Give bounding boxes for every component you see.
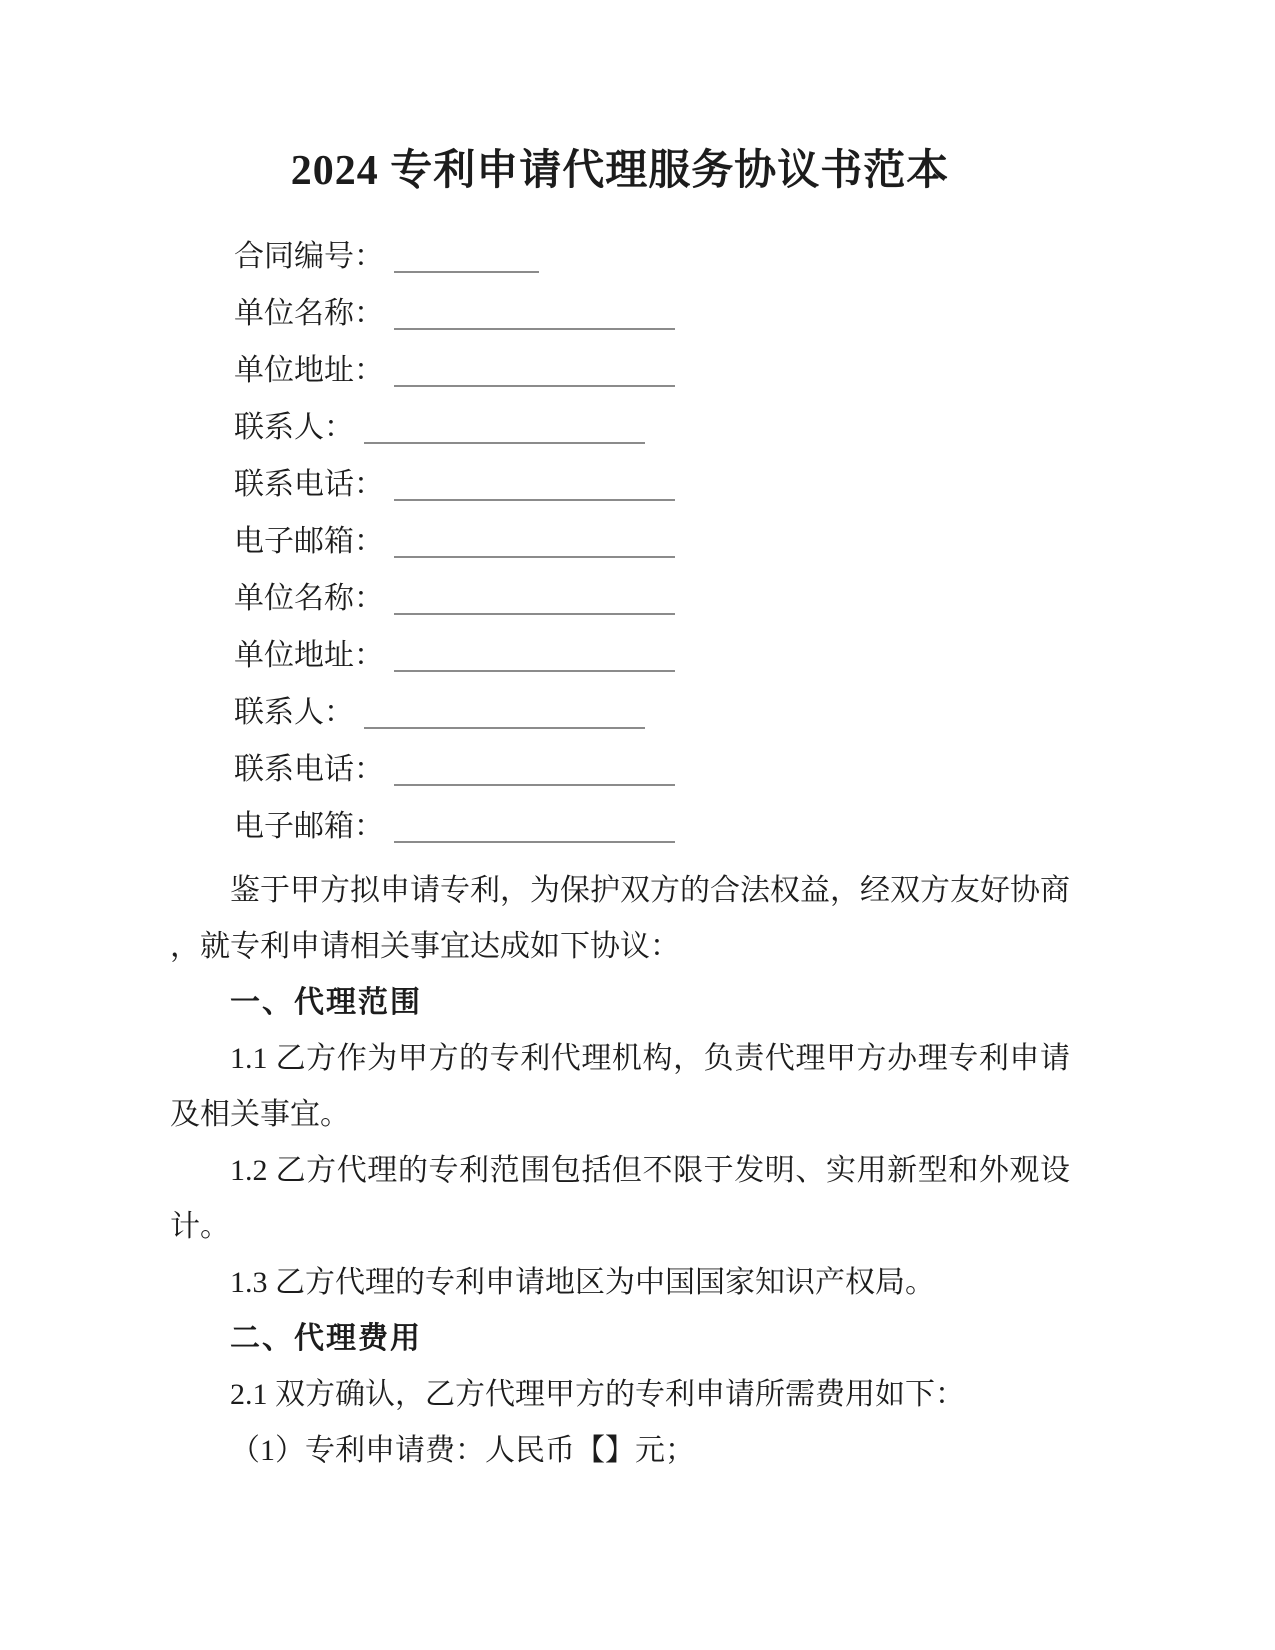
party-b-email-label: 电子邮箱： <box>234 810 384 844</box>
party-b-company-name-blank-line[interactable] <box>394 583 675 615</box>
form-row-party-b-contact-phone <box>170 741 1070 798</box>
contract-number-blank-line[interactable] <box>394 241 539 273</box>
form-row-party-b-contact-person <box>170 684 1070 741</box>
form-row-party-a-company-address <box>170 342 1070 399</box>
form-row-party-b-company-address <box>170 627 1070 684</box>
form-row-party-b-company-name <box>170 570 1070 627</box>
clause-1-1: 1.1 乙方作为甲方的专利代理机构，负责代理甲方办理专利申请及相关事宜。 <box>170 1042 1070 1132</box>
clause-1-2: 1.2 乙方代理的专利范围包括但不限于发明、实用新型和外观设计。 <box>170 1154 1070 1244</box>
clause-2-1-item-1: （1）专利申请费：人民币【】元； <box>230 1434 695 1468</box>
party-b-contact-phone-blank-line[interactable] <box>394 754 675 786</box>
party-b-company-address-label: 单位地址： <box>234 639 384 673</box>
party-a-email-label: 电子邮箱： <box>234 525 384 559</box>
party-a-contact-person-blank-line[interactable] <box>364 412 645 444</box>
party-a-contact-phone-label: 联系电话： <box>234 468 384 502</box>
party-a-company-address-label: 单位地址： <box>234 354 384 388</box>
party-a-contact-person-label: 联系人： <box>234 411 354 445</box>
party-a-company-name-label: 单位名称： <box>234 297 384 331</box>
party-b-email-blank-line[interactable] <box>394 811 675 843</box>
party-b-contact-person-label: 联系人： <box>234 696 354 730</box>
party-b-company-address-blank-line[interactable] <box>394 640 675 672</box>
party-a-email-blank-line[interactable] <box>394 526 675 558</box>
party-a-company-address-blank-line[interactable] <box>394 355 675 387</box>
party-a-contact-phone-blank-line[interactable] <box>394 469 675 501</box>
form-row-party-a-email <box>170 513 1070 570</box>
section-heading-agency-fees: 二、代理费用 <box>230 1322 422 1356</box>
form-row-party-a-contact-person <box>170 399 1070 456</box>
clause-2-1: 2.1 双方确认，乙方代理甲方的专利申请所需费用如下： <box>230 1378 965 1412</box>
form-row-party-a-company-name <box>170 285 1070 342</box>
preamble-paragraph: 鉴于甲方拟申请专利，为保护双方的合法权益，经双方友好协商，就专利申请相关事宜达成如下协议： <box>170 874 1070 964</box>
party-b-company-name-label: 单位名称： <box>234 582 384 616</box>
contract-number-label: 合同编号： <box>234 240 384 274</box>
clause-1-3: 1.3 乙方代理的专利申请地区为中国国家知识产权局。 <box>230 1266 935 1300</box>
party-a-company-name-blank-line[interactable] <box>394 298 675 330</box>
party-b-contact-phone-label: 联系电话： <box>234 753 384 787</box>
contract-form <box>170 228 1070 855</box>
form-row-party-a-contact-phone <box>170 456 1070 513</box>
form-row-contract-number <box>170 228 1070 285</box>
document-title: 2024 专利申请代理服务协议书范本 <box>290 148 950 194</box>
party-b-contact-person-blank-line[interactable] <box>364 697 645 729</box>
section-heading-agency-scope: 一、代理范围 <box>230 986 422 1020</box>
form-row-party-b-email <box>170 798 1070 855</box>
